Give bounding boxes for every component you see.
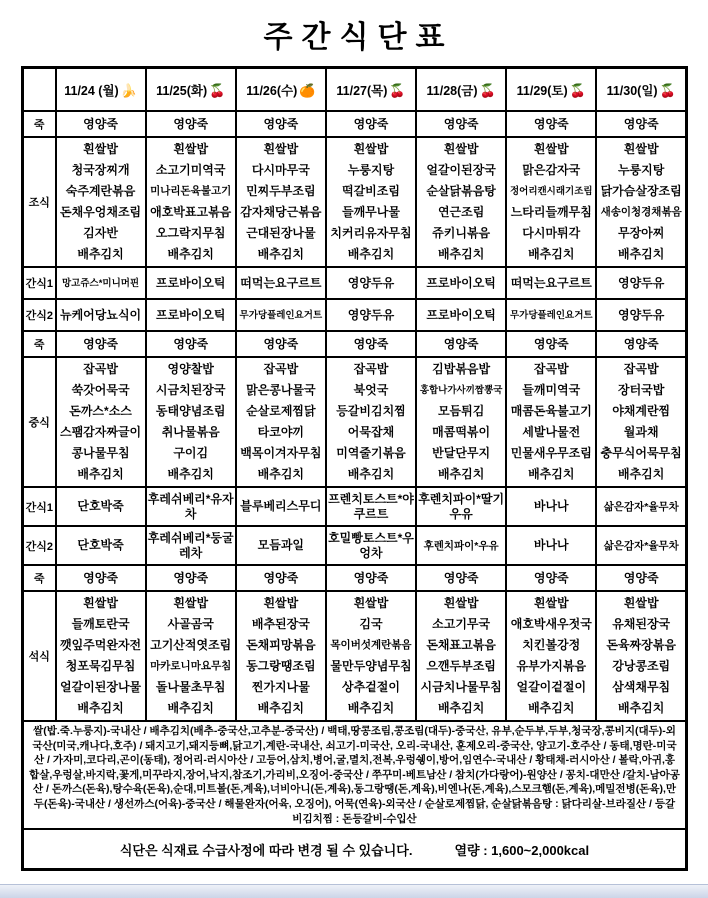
menu-cell [416, 565, 506, 591]
menu-item: 영양죽 [263, 570, 299, 585]
menu-cell [596, 357, 686, 487]
menu-cell [326, 591, 416, 721]
menu-item: 청국장찌개 [71, 163, 130, 177]
menu-item: 프로바이오틱 [426, 307, 496, 322]
menu-cell [416, 137, 506, 267]
menu-item: 무장아찌 [617, 226, 665, 240]
menu-item: 흰쌀밥 [83, 596, 118, 610]
menu-item: 영양죽 [623, 570, 659, 585]
menu-item: 돈채피망볶음 [246, 638, 316, 652]
menu-cell [56, 487, 146, 526]
menu-item: 영양죽 [263, 336, 299, 351]
menu-item: 김자반 [83, 226, 118, 240]
menu-cell [326, 299, 416, 331]
menu-item: 영양죽 [533, 116, 569, 131]
menu-item: 돈까스*소스 [69, 404, 132, 418]
menu-item: 바나나 [533, 538, 569, 552]
menu-item: 반달단무지 [432, 446, 491, 460]
menu-item: 영양죽 [443, 570, 479, 585]
menu-item: 세발나물전 [522, 425, 581, 439]
menu-cell [506, 357, 596, 487]
menu-cell [596, 487, 686, 526]
menu-item: 영양두유 [347, 275, 395, 290]
menu-item: 배추김치 [347, 247, 395, 261]
menu-item: 동태양념조림 [155, 404, 226, 418]
menu-cell [326, 267, 416, 299]
menu-cell [146, 137, 236, 267]
menu-item: 영양죽 [353, 116, 389, 131]
day-header-5 [416, 68, 506, 112]
row-label: 조식 [23, 137, 56, 267]
menu-item: 영양찰밥 [167, 362, 214, 376]
menu-item: 영양죽 [443, 336, 479, 351]
menu-cell [596, 299, 686, 331]
menu-item: 돈채표고볶음 [426, 638, 496, 652]
day-label: 11/30(일) [606, 83, 658, 98]
menu-item: 후렌치파이*딸기우유 [418, 491, 505, 521]
menu-cell [326, 487, 416, 526]
menu-item: 배추김치 [437, 701, 485, 715]
menu-item: 시금치나물무침 [420, 680, 502, 694]
menu-item: 목이버섯계란볶음 [330, 639, 412, 651]
menu-cell [326, 331, 416, 357]
cherry-icon: 🍒 [389, 82, 406, 98]
menu-item: 블루베리스무디 [240, 499, 322, 513]
menu-cell [506, 267, 596, 299]
menu-item: 잡곡밥 [533, 362, 569, 376]
menu-item: 들깨미역국 [522, 383, 581, 397]
menu-cell [596, 137, 686, 267]
menu-item: 영양죽 [83, 570, 118, 585]
cherry-icon: 🍒 [479, 82, 496, 98]
menu-item: 들깨무나물 [342, 205, 400, 219]
day-header-6 [506, 68, 596, 112]
menu-item: 마카로니마요무침 [150, 660, 232, 672]
menu-item: 흰쌀밥 [623, 596, 659, 610]
menu-item: 배추된장국 [251, 617, 310, 631]
menu-item: 청포묵김무침 [65, 659, 136, 673]
menu-item: 순살로제찜닭 [246, 404, 316, 418]
menu-item: 쥬키니볶음 [432, 226, 491, 240]
menu-item: 호밀빵토스트*우엉차 [328, 530, 414, 560]
menu-cell [236, 267, 326, 299]
menu-cell [56, 357, 146, 487]
menu-item: 월과채 [623, 425, 659, 439]
cherry-icon: 🍒 [659, 82, 676, 98]
menu-row-죽-4 [23, 331, 687, 357]
menu-item: 영양죽 [173, 570, 209, 585]
menu-item: 배추김치 [77, 247, 124, 261]
day-header-7 [596, 68, 686, 112]
origin-row [23, 721, 687, 829]
menu-item: 소고기미역국 [155, 163, 226, 177]
menu-item: 배추김치 [167, 467, 214, 481]
menu-cell [506, 331, 596, 357]
day-label: 11/28(금) [426, 83, 478, 98]
menu-item: 배추김치 [347, 467, 395, 481]
menu-cell [506, 591, 596, 721]
menu-item: 야채계란찜 [612, 404, 671, 418]
menu-item: 물만두양념무침 [330, 659, 412, 673]
day-header-4 [326, 68, 416, 112]
menu-item: 시금치된장국 [155, 383, 226, 397]
menu-cell [236, 111, 326, 137]
menu-item: 애호박새우젓국 [510, 617, 592, 631]
menu-row-죽-8 [23, 565, 687, 591]
menu-item: 애호박표고볶음 [150, 205, 232, 219]
menu-cell [326, 357, 416, 487]
menu-item: 흰쌀밥 [443, 596, 479, 610]
menu-item: 흰쌀밥 [173, 142, 209, 156]
menu-item: 동그랑땡조림 [246, 659, 316, 673]
menu-item: 영양죽 [353, 336, 389, 351]
menu-item: 배추김치 [437, 467, 485, 481]
menu-item: 무가당플레인요거트 [239, 309, 323, 321]
cherry-icon: 🍒 [569, 82, 586, 98]
menu-cell [236, 331, 326, 357]
menu-cell [146, 526, 236, 565]
day-label: 11/29(토) [516, 83, 568, 98]
day-header-3 [236, 68, 326, 112]
menu-item: 망고쥬스*미니머핀 [62, 277, 140, 289]
menu-item: 영양죽 [353, 570, 389, 585]
menu-item: 돈채우엉채조림 [59, 205, 142, 219]
menu-item: 느타리들깨무침 [510, 205, 592, 219]
day-header-1 [56, 68, 146, 112]
menu-cell [416, 267, 506, 299]
menu-item: 떡갈비조림 [342, 184, 400, 198]
menu-item: 얼갈이된장나물 [59, 680, 142, 694]
menu-item: 상추겉절이 [342, 680, 400, 694]
menu-item: 모듬과일 [257, 538, 305, 552]
menu-cell [596, 267, 686, 299]
menu-cell [596, 591, 686, 721]
menu-item: 김국 [359, 617, 383, 631]
menu-change-note: 식단은 식재료 수급사정에 따라 변경 될 수 있습니다. [119, 842, 413, 858]
menu-item: 오그락지무침 [155, 226, 226, 240]
menu-cell [506, 526, 596, 565]
menu-item: 후레쉬베리*둥굴레차 [147, 530, 234, 560]
menu-item: 흰쌀밥 [263, 596, 299, 610]
row-label: 간식2 [23, 526, 56, 565]
menu-item: 배추김치 [257, 467, 305, 481]
menu-cell [416, 591, 506, 721]
menu-cell [416, 331, 506, 357]
menu-cell [236, 357, 326, 487]
menu-cell [56, 267, 146, 299]
day-label: 11/24 (월) [64, 83, 119, 98]
menu-cell [236, 591, 326, 721]
menu-item: 프로바이오틱 [426, 275, 496, 290]
menu-item: 흰쌀밥 [353, 142, 389, 156]
menu-cell [236, 487, 326, 526]
row-label: 간식1 [23, 267, 56, 299]
menu-item: 정어리캔시래기조림 [509, 186, 593, 197]
menu-item: 단호박죽 [77, 538, 124, 552]
menu-cell [506, 137, 596, 267]
menu-item: 바나나 [533, 499, 569, 513]
menu-cell [326, 137, 416, 267]
menu-item: 치커리유자무침 [330, 226, 412, 240]
menu-item: 매콤돈육불고기 [510, 404, 592, 418]
menu-row-중식-5 [23, 357, 687, 487]
menu-item: 영양죽 [443, 116, 479, 131]
menu-cell [146, 357, 236, 487]
menu-item: 흰쌀밥 [623, 142, 659, 156]
menu-item: 영양두유 [617, 275, 665, 290]
menu-row-간식2-3 [23, 299, 687, 331]
menu-item: 김밥볶음밥 [432, 362, 491, 376]
cherry-icon: 🍒 [209, 82, 226, 98]
menu-item: 어묵잡채 [347, 425, 395, 439]
menu-item: 무가당플레인요거트 [509, 309, 593, 321]
menu-cell [326, 526, 416, 565]
menu-cell [146, 299, 236, 331]
menu-item: 치킨볼강정 [522, 638, 581, 652]
menu-item: 프로바이오틱 [155, 275, 226, 290]
note-row [23, 829, 687, 870]
menu-item: 흰쌀밥 [173, 596, 209, 610]
page-title: 주간식단표 [263, 21, 454, 54]
menu-cell [506, 487, 596, 526]
ingredient-origin-text: 쌀(밥.죽.누룽지)-국내산 / 배추김치(배추-중국산,고추분-중국산) / 백태,땅콩조림,콩조림(대두)-중국산, 유부,순두부,두부,청국장,콩비지(대두)-외국산(미국,캐나다,호주) / 돼지고기,돼지등뼈,닭고기,계란-국내산, 쇠고기-미국산, 오리-국내산, 훈제오리-중국산, 양고기-호주산 / 동태,명란-미국산 / 가자미,코다리,곤이(동태), 정어리-러시아산 / 고등어,삼치,병어,굴,멸치,전복,우렁쉥이,방어,임연수-국내산 / 황태채-러시아산 / 볼락,아귀,홍합살,우렁살,바지락,꽃게,미꾸라지,장어,낙지,참조기,가리비,오징어-중국산 / 쭈꾸미-베트남산 / 참치(가다랑어)-원양산 / 꽁치-대만산 /갈치-남아공산 / 돈까스(돈육),탕수육(돈육),순대,미트볼(돈,계육),너비아니(돈,계육),동그랑땡(돈,계육),비엔나(돈,계육),스모크햄(돈,계육),메밀전병(돈육),만두(돈육)-국내산 / 생선까스(어육)-중국산 / 해물완자(어육, 오징어), 어묵(연육)-외국산 / 순살로제찜닭, 순살닭볶음탕 : 닭다리살-브라질산 / 등갈비김치찜 : 돈등갈비-수입산 [23, 721, 687, 829]
menu-item: 배추김치 [528, 247, 575, 261]
row-label: 중식 [23, 357, 56, 487]
menu-item: 후레쉬베리*유자차 [147, 491, 234, 521]
menu-item: 충무식어묵무침 [600, 446, 682, 460]
menu-item: 영양두유 [347, 307, 395, 322]
horizontal-scrollbar[interactable] [0, 884, 708, 898]
calorie-info: 열량 : 1,600~2,000kcal [454, 842, 590, 858]
menu-item: 흰쌀밥 [83, 142, 118, 156]
menu-row-간식1-2 [23, 267, 687, 299]
menu-cell [416, 299, 506, 331]
menu-cell [56, 299, 146, 331]
row-label: 간식2 [23, 299, 56, 331]
menu-row-간식2-7 [23, 526, 687, 565]
menu-item: 떠먹는요구르트 [510, 275, 592, 290]
menu-item: 영양죽 [263, 116, 299, 131]
menu-cell [56, 111, 146, 137]
menu-item: 영양죽 [173, 116, 209, 131]
menu-item: 후렌치파이*우유 [423, 539, 499, 552]
menu-item: 배추김치 [257, 701, 305, 715]
menu-item: 흰쌀밥 [263, 142, 299, 156]
menu-item: 유부가지볶음 [516, 659, 587, 673]
menu-item: 배추김치 [77, 701, 124, 715]
menu-item: 삶은감자*율무차 [603, 500, 679, 513]
menu-item: 얼갈이된장국 [426, 163, 496, 177]
menu-item: 숙주계란볶음 [65, 184, 136, 198]
menu-item: 얼갈이겉절이 [516, 680, 587, 694]
menu-item: 감자채당근볶음 [240, 205, 322, 219]
menu-item: 사골곰국 [167, 617, 214, 631]
menu-item: 강낭콩조림 [612, 659, 671, 673]
menu-cell [326, 565, 416, 591]
menu-item: 쑥갓어묵국 [71, 383, 130, 397]
menu-cell [236, 565, 326, 591]
menu-item: 다시마무국 [251, 163, 310, 177]
menu-item: 돈육짜장볶음 [606, 638, 676, 652]
menu-cell [56, 591, 146, 721]
menu-item: 으깬두부조림 [426, 659, 496, 673]
menu-cell [596, 331, 686, 357]
menu-item: 새송이청경채볶음 [600, 206, 682, 218]
row-label: 간식1 [23, 487, 56, 526]
menu-cell [596, 526, 686, 565]
menu-item: 배추김치 [257, 247, 305, 261]
menu-cell [146, 267, 236, 299]
menu-item: 배추김치 [437, 247, 485, 261]
menu-item: 백목이겨자무침 [240, 446, 322, 460]
menu-row-석식-9 [23, 591, 687, 721]
menu-cell [416, 487, 506, 526]
menu-row-죽-0 [23, 111, 687, 137]
menu-item: 프렌치토스트*야쿠르트 [328, 491, 414, 521]
menu-cell [326, 111, 416, 137]
menu-item: 흰쌀밥 [443, 142, 479, 156]
menu-row-조식-1 [23, 137, 687, 267]
menu-item: 잡곡밥 [623, 362, 659, 376]
menu-item: 뉴케어당뇨식이 [59, 307, 142, 322]
menu-item: 배추김치 [167, 247, 214, 261]
menu-item: 배추김치 [167, 701, 214, 715]
menu-item: 매콤떡볶이 [432, 425, 491, 439]
menu-cell [56, 331, 146, 357]
menu-cell [506, 111, 596, 137]
menu-cell [146, 331, 236, 357]
menu-item: 구이김 [173, 446, 209, 460]
menu-item: 떠먹는요구르트 [240, 275, 322, 290]
menu-item: 다시마튀각 [522, 226, 581, 240]
menu-cell [506, 565, 596, 591]
day-header-row [23, 68, 687, 112]
menu-item: 흰쌀밥 [533, 596, 569, 610]
menu-item: 영양죽 [533, 570, 569, 585]
menu-cell [146, 487, 236, 526]
menu-item: 찐가지나물 [251, 680, 310, 694]
menu-item: 유채된장국 [612, 617, 671, 631]
menu-item: 연근조림 [437, 205, 485, 219]
menu-row-간식1-6 [23, 487, 687, 526]
day-header-2 [146, 68, 236, 112]
menu-cell [56, 565, 146, 591]
menu-cell [596, 111, 686, 137]
menu-item: 누룽지탕 [347, 163, 395, 177]
weekly-menu-table [21, 66, 688, 871]
menu-cell [416, 111, 506, 137]
day-label: 11/27(목) [336, 83, 388, 98]
menu-item: 흰쌀밥 [533, 142, 569, 156]
menu-item: 소고기무국 [432, 617, 491, 631]
menu-item: 잡곡밥 [263, 362, 299, 376]
menu-item: 깻잎주먹완자전 [59, 638, 142, 652]
menu-item: 콩나물무침 [71, 446, 130, 460]
menu-item: 스팸감자짜글이 [59, 425, 142, 439]
menu-item: 맑은감자국 [522, 163, 581, 177]
row-label: 죽 [23, 565, 56, 591]
menu-item: 미나리돈육불고기 [150, 185, 232, 197]
menu-cell [506, 299, 596, 331]
menu-item: 돌나물초무침 [155, 680, 226, 694]
menu-item: 흰쌀밥 [353, 596, 389, 610]
menu-item: 민물새우무조림 [510, 446, 592, 460]
menu-item: 삼색채무침 [612, 680, 671, 694]
menu-item: 영양죽 [83, 116, 118, 131]
menu-item: 홍합나가사끼짬뽕국 [419, 385, 503, 396]
menu-item: 영양죽 [173, 336, 209, 351]
menu-item: 등갈비김치찜 [336, 404, 406, 418]
menu-cell [56, 526, 146, 565]
menu-item: 배추김치 [617, 247, 665, 261]
menu-item: 배추김치 [528, 701, 575, 715]
menu-item: 잡곡밥 [353, 362, 389, 376]
menu-cell [236, 137, 326, 267]
menu-cell [146, 565, 236, 591]
menu-item: 배추김치 [347, 701, 395, 715]
menu-cell [56, 137, 146, 267]
row-label: 죽 [23, 331, 56, 357]
menu-item: 배추김치 [77, 467, 124, 481]
menu-item: 민찌두부조림 [246, 184, 316, 198]
menu-item: 순살닭볶음탕 [426, 184, 496, 198]
banana-icon: 🍌 [120, 82, 137, 98]
orange-icon: 🍊 [299, 82, 316, 98]
menu-cell [596, 565, 686, 591]
menu-item: 삶은감자*율무차 [603, 539, 679, 552]
menu-cell [146, 591, 236, 721]
menu-cell [416, 526, 506, 565]
menu-item: 들깨토란국 [71, 617, 130, 631]
menu-cell [416, 357, 506, 487]
corner-cell [23, 68, 56, 112]
menu-cell [236, 526, 326, 565]
menu-cell [146, 111, 236, 137]
menu-item: 영양죽 [623, 116, 659, 131]
menu-item: 프로바이오틱 [155, 307, 226, 322]
menu-item: 누룽지탕 [617, 163, 665, 177]
menu-item: 닭가슴살장조림 [600, 184, 682, 198]
menu-item: 미역줄기볶음 [336, 446, 406, 460]
day-label: 11/25(화) [156, 83, 208, 98]
menu-item: 영양죽 [623, 336, 659, 351]
menu-item: 모듬튀김 [437, 404, 485, 418]
menu-item: 배추김치 [617, 701, 665, 715]
menu-item: 타코야끼 [257, 425, 305, 439]
menu-item: 북엇국 [353, 383, 389, 397]
menu-cell [236, 299, 326, 331]
menu-item: 영양죽 [83, 336, 118, 351]
menu-item: 잡곡밥 [83, 362, 118, 376]
menu-item: 영양죽 [533, 336, 569, 351]
menu-item: 배추김치 [617, 467, 665, 481]
row-label: 석식 [23, 591, 56, 721]
day-label: 11/26(수) [246, 83, 298, 98]
menu-item: 근대된장나물 [246, 226, 316, 240]
menu-item: 단호박죽 [77, 499, 124, 513]
menu-item: 영양두유 [617, 307, 665, 322]
menu-item: 장터국밥 [617, 383, 665, 397]
menu-item: 맑은콩나물국 [246, 383, 316, 397]
row-label: 죽 [23, 111, 56, 137]
menu-item: 배추김치 [528, 467, 575, 481]
menu-item: 취나물볶음 [161, 425, 220, 439]
menu-item: 고기산적엿조림 [150, 638, 232, 652]
